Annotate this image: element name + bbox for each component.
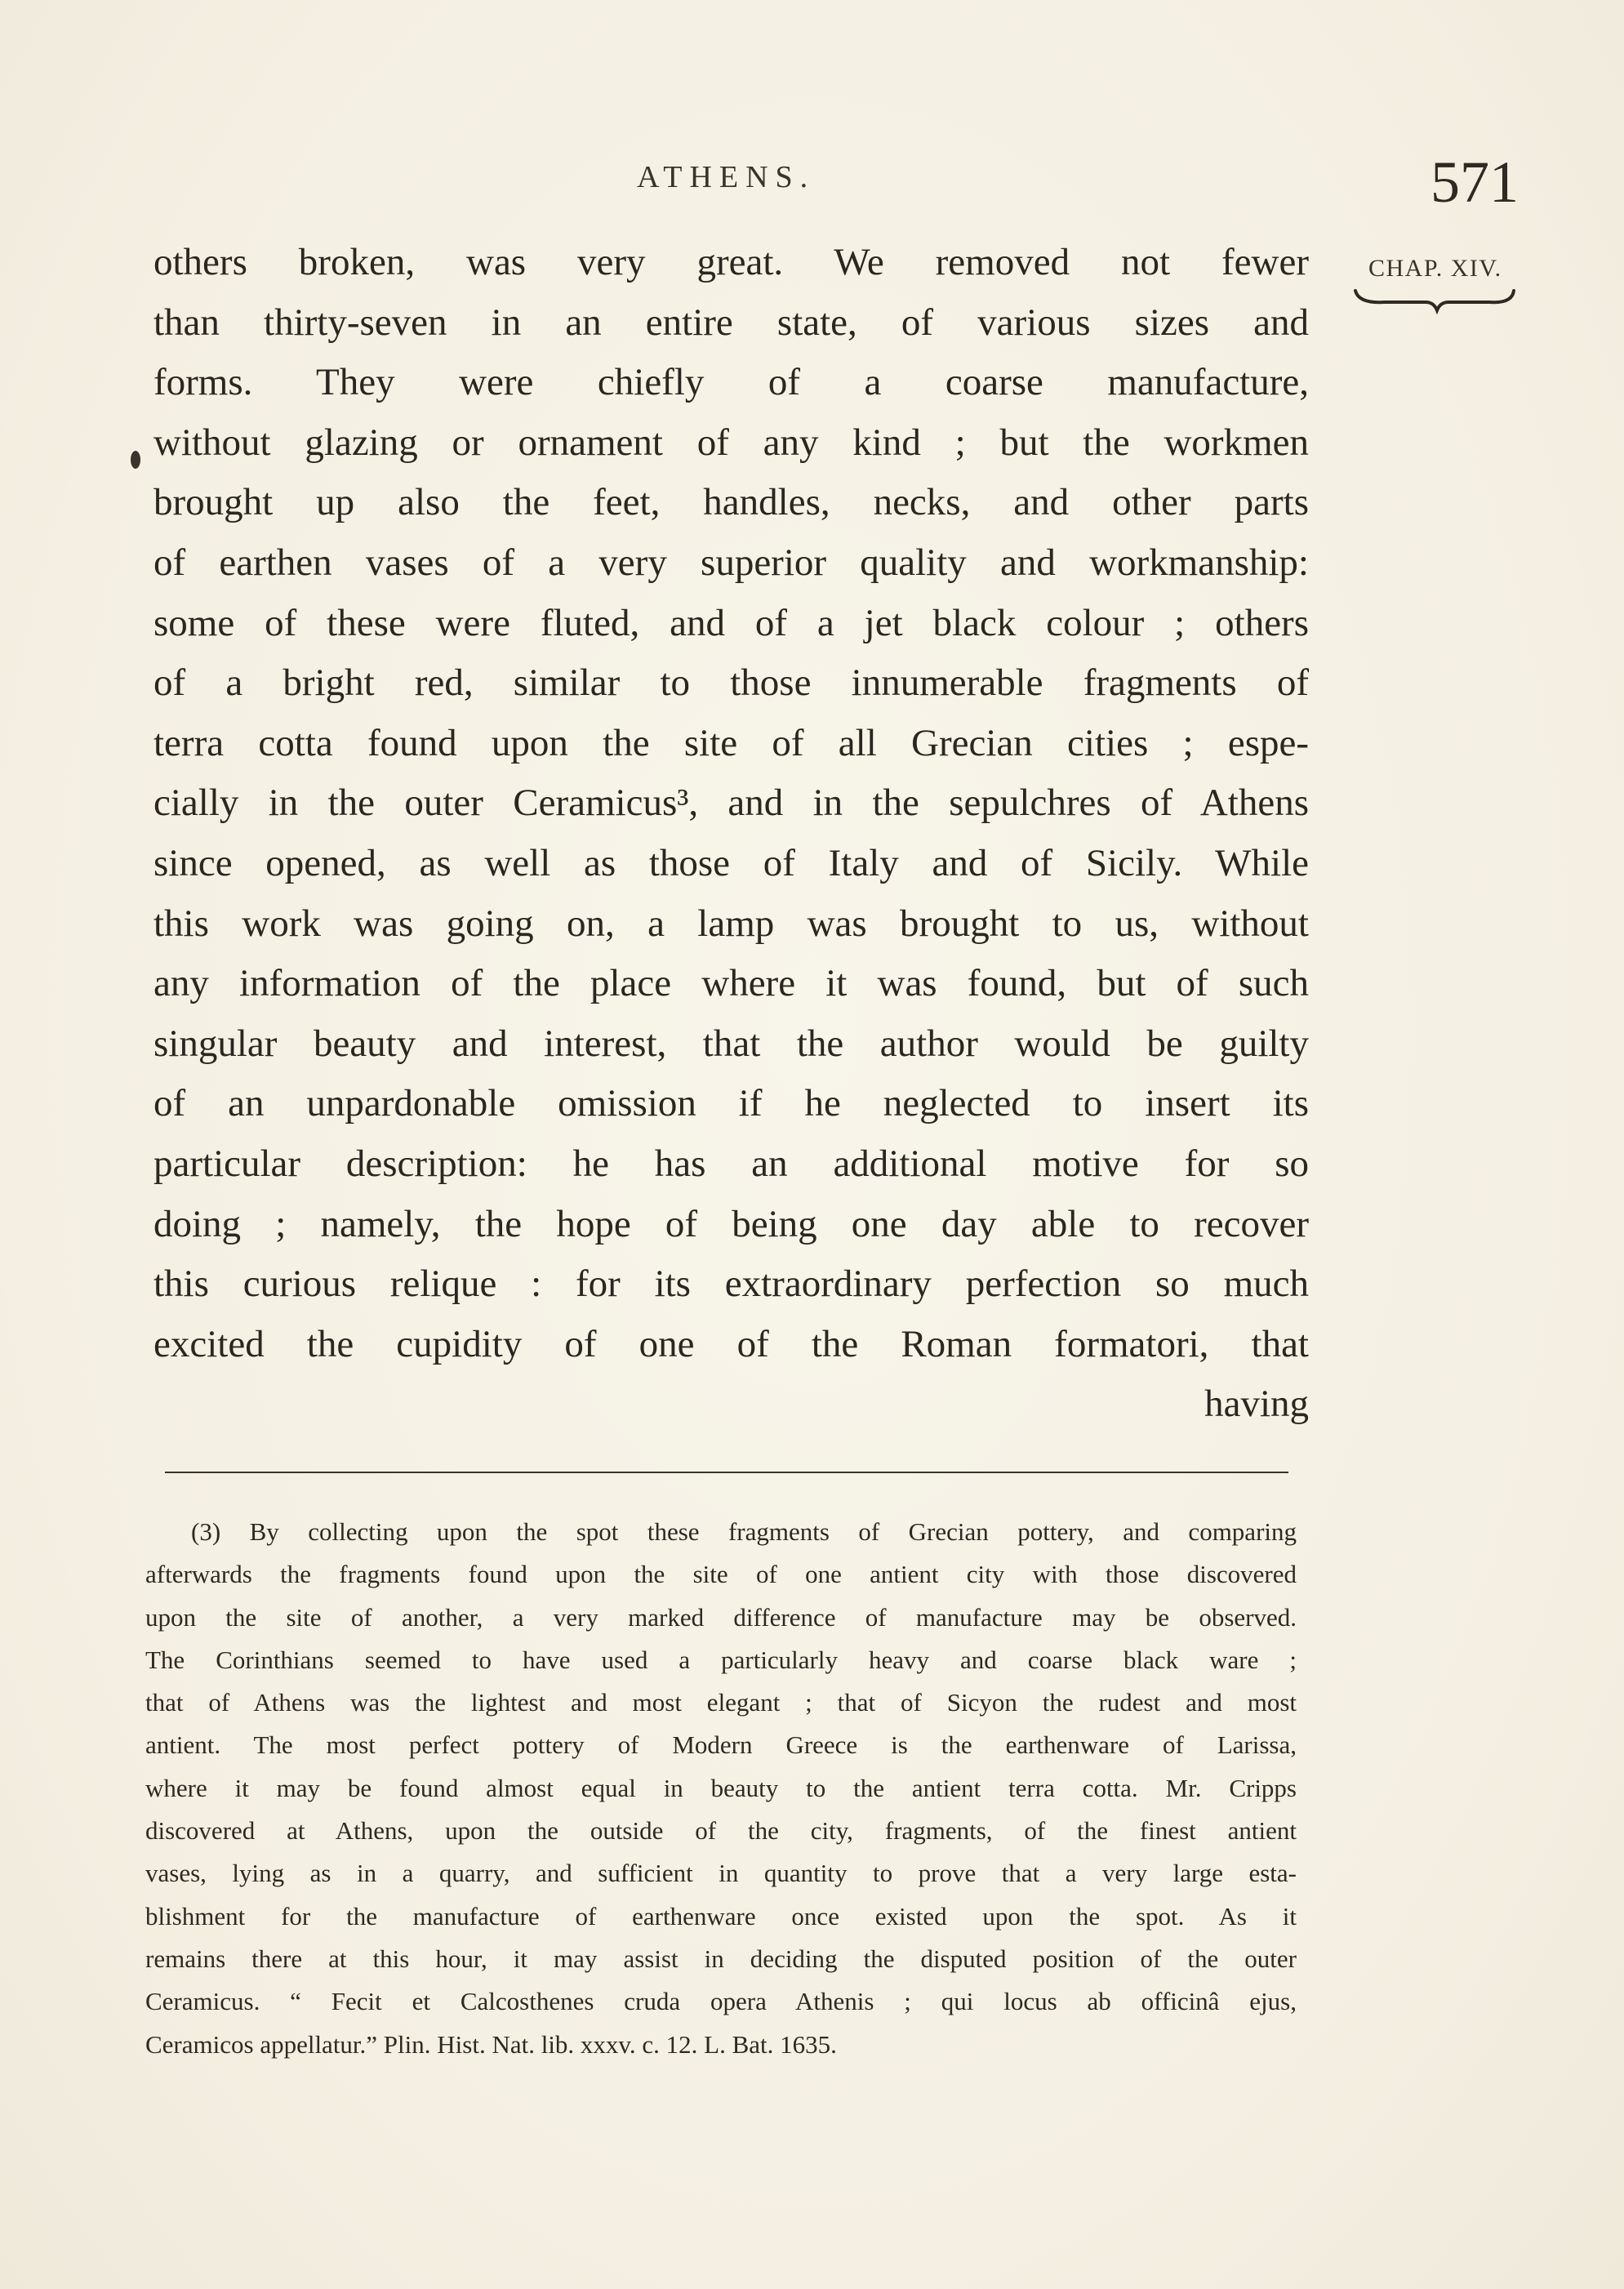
body-line: this work was going on, a lamp was brought to us, without bbox=[154, 902, 1309, 945]
footnote bbox=[145, 1511, 1297, 2066]
body-text bbox=[154, 233, 1309, 1435]
footnote-line: upon the site of another, a very marked difference of manufacture may be observed. bbox=[145, 1602, 1297, 1632]
page-number: 571 bbox=[1430, 149, 1519, 215]
body-line: brought up also the feet, handles, necks, and other parts bbox=[154, 481, 1309, 524]
body-line: doing ; namely, the hope of being one day able to recover bbox=[154, 1202, 1309, 1245]
footnote-line: The Corinthians seemed to have used a particularly heavy and coarse black ware ; bbox=[145, 1645, 1297, 1674]
catchword: having bbox=[1204, 1383, 1309, 1426]
footnote-line: Ceramicus. “ Fecit et Calcosthenes cruda opera Athenis ; qui locus ab officinâ ejus, bbox=[145, 1987, 1297, 2016]
body-line: without glazing or ornament of any kind ; but the workmen bbox=[154, 421, 1309, 464]
chapter-label: CHAP. XIV. bbox=[1368, 255, 1502, 282]
body-line: since opened, as well as those of Italy and of Sicily. While bbox=[154, 841, 1309, 884]
body-line: than thirty-seven in an entire state, of various sizes and bbox=[154, 301, 1309, 344]
body-line: cially in the outer Ceramicus³, and in the sepulchres of Athens bbox=[154, 782, 1309, 825]
footnote-line: afterwards the fragments found upon the site of one antient city with those discovered bbox=[145, 1560, 1297, 1589]
footnote-line: that of Athens was the lightest and most elegant ; that of Sicyon the rudest and most bbox=[145, 1688, 1297, 1717]
footnote-line: remains there at this hour, it may assist in deciding the disputed position of the outer bbox=[145, 1944, 1297, 1973]
body-line: some of these were fluted, and of a jet black colour ; others bbox=[154, 601, 1309, 644]
footnote-line: discovered at Athens, upon the outside of the city, fragments, of the finest antient bbox=[145, 1816, 1297, 1846]
body-line: of a bright red, similar to those innumerable fragments of bbox=[154, 661, 1309, 705]
body-line: this curious relique : for its extraordinary perfection so much bbox=[154, 1263, 1309, 1306]
body-line: singular beauty and interest, that the author would be guilty bbox=[154, 1022, 1309, 1065]
footnote-line: (3) By collecting upon the spot these fragments of Grecian pottery, and comparing bbox=[191, 1517, 1297, 1546]
footnote-line: blishment for the manufacture of earthenware once existed upon the spot. As it bbox=[145, 1901, 1297, 1931]
body-line: forms. They were chiefly of a coarse manufacture, bbox=[154, 361, 1309, 404]
body-line: any information of the place where it was found, but of such bbox=[154, 962, 1309, 1005]
body-line: terra cotta found upon the site of all Grecian cities ; espe- bbox=[154, 721, 1309, 764]
body-line: particular description: he has an additional motive for so bbox=[154, 1142, 1309, 1185]
running-head: ATHENS. bbox=[637, 160, 816, 194]
body-line: excited the cupidity of one of the Roman formatori, that bbox=[154, 1322, 1309, 1365]
footnote-line: Ceramicos appellatur.” Plin. Hist. Nat. lib. xxxv. c. 12. L. Bat. 1635. bbox=[145, 2029, 837, 2059]
footnote-line: antient. The most perfect pottery of Modern Greece is the earthenware of Larissa, bbox=[145, 1730, 1297, 1760]
margin-ink-mark bbox=[131, 451, 140, 469]
body-line: of earthen vases of a very superior quality and workmanship: bbox=[154, 541, 1309, 584]
body-line: others broken, was very great. We removed not fewer bbox=[154, 241, 1309, 283]
body-line: of an unpardonable omission if he neglected to insert its bbox=[154, 1082, 1309, 1125]
footnote-rule bbox=[165, 1472, 1288, 1473]
footnote-line: vases, lying as in a quarry, and sufficient in quantity to prove that a very large esta- bbox=[145, 1859, 1297, 1888]
chapter-brace-ornament bbox=[1352, 286, 1515, 318]
footnote-line: where it may be found almost equal in beauty to the antient terra cotta. Mr. Cripps bbox=[145, 1773, 1297, 1802]
